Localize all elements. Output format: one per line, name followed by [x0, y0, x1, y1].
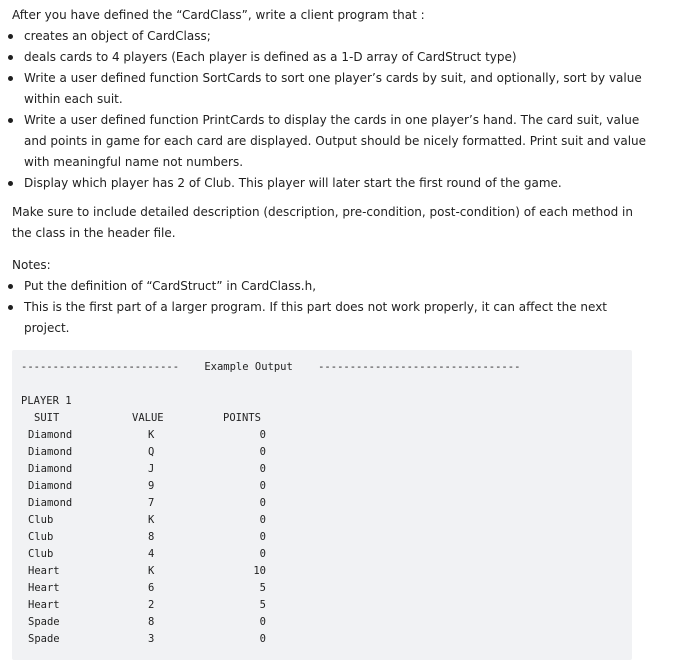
bullet-icon	[8, 284, 13, 289]
table-row	[12, 427, 632, 444]
suit-cell: Heart	[28, 565, 60, 577]
points-cell: 0	[259, 633, 266, 645]
table-row	[12, 495, 632, 512]
points-cell: 0	[259, 429, 266, 441]
value-cell: 4	[148, 548, 155, 560]
table-row	[12, 597, 632, 614]
points-cell: 0	[259, 463, 266, 475]
suit-cell: Diamond	[28, 429, 73, 441]
table-row	[12, 461, 632, 478]
list-item: This is the first part of a larger program. If this part does not work properly, it can affect the next project.	[12, 297, 652, 339]
notes-list	[12, 276, 652, 339]
value-cell: J	[148, 463, 155, 475]
value-cell: 8	[148, 616, 155, 628]
points-cell: 5	[259, 582, 266, 594]
points-cell: 0	[259, 480, 266, 492]
suit-cell: Heart	[28, 582, 60, 594]
value-cell: K	[148, 565, 155, 577]
table-row	[12, 614, 632, 631]
points-cell: 0	[259, 514, 266, 526]
value-column-header: VALUE	[132, 412, 164, 424]
suit-cell: Diamond	[28, 497, 73, 509]
list-item: deals cards to 4 players (Each player is defined as a 1-D array of CardStruct type)	[12, 47, 652, 68]
table-row	[12, 444, 632, 461]
assignment-document	[12, 4, 652, 339]
list-item: Put the definition of “CardStruct” in CardClass.h,	[12, 276, 652, 297]
bullet-icon	[8, 55, 13, 60]
value-cell: 6	[148, 582, 155, 594]
requirements-list	[12, 26, 652, 194]
value-cell: K	[148, 429, 155, 441]
value-cell: 9	[148, 480, 155, 492]
suit-cell: Spade	[28, 633, 60, 645]
points-cell: 0	[259, 446, 266, 458]
value-cell: 8	[148, 531, 155, 543]
suit-cell: Diamond	[28, 446, 73, 458]
suit-cell: Diamond	[28, 480, 73, 492]
example-output-header: ------------------------- Example Output --------------------------------	[21, 361, 521, 373]
table-row	[12, 580, 632, 597]
table-row	[12, 478, 632, 495]
column-headers	[12, 410, 632, 427]
intro-text: After you have defined the “CardClass”, write a client program that :	[12, 8, 425, 22]
bullet-icon	[8, 181, 13, 186]
suit-cell: Club	[28, 514, 54, 526]
header-file-paragraph: Make sure to include detailed description (description, pre-condition, post-condition) of each method in the class in the header file.	[12, 205, 633, 240]
value-cell: 3	[148, 633, 155, 645]
suit-cell: Club	[28, 548, 54, 560]
bullet-icon	[8, 305, 13, 310]
points-cell: 0	[259, 548, 266, 560]
example-output-block	[12, 350, 632, 660]
points-cell: 5	[259, 599, 266, 611]
notes-label: Notes:	[12, 258, 51, 272]
suit-column-header: SUIT	[34, 412, 60, 424]
value-cell: Q	[148, 446, 155, 458]
bullet-icon	[8, 34, 13, 39]
value-cell: 2	[148, 599, 155, 611]
points-column-header: POINTS	[223, 412, 261, 424]
suit-cell: Heart	[28, 599, 60, 611]
value-cell: 7	[148, 497, 155, 509]
table-row	[12, 546, 632, 563]
suit-cell: Spade	[28, 616, 60, 628]
table-row	[12, 512, 632, 529]
table-row	[12, 563, 632, 580]
list-item: Write a user defined function PrintCards to display the cards in one player’s hand. The card suit, value and points in game for each card are displayed. Output should be nicely formatted. Print suit and value with meaningful name not numbers.	[12, 110, 652, 173]
bullet-icon	[8, 118, 13, 123]
points-cell: 0	[259, 616, 266, 628]
points-cell: 0	[259, 497, 266, 509]
table-row	[12, 631, 632, 648]
value-cell: K	[148, 514, 155, 526]
player-title: PLAYER 1	[21, 395, 72, 407]
points-cell: 10	[253, 565, 266, 577]
table-row	[12, 529, 632, 546]
list-item: Write a user defined function SortCards to sort one player’s cards by suit, and optionally, sort by value within each suit.	[12, 68, 652, 110]
points-cell: 0	[259, 531, 266, 543]
bullet-icon	[8, 76, 13, 81]
list-item: creates an object of CardClass;	[12, 26, 652, 47]
suit-cell: Diamond	[28, 463, 73, 475]
list-item: Display which player has 2 of Club. This player will later start the first round of the game.	[12, 173, 652, 194]
suit-cell: Club	[28, 531, 54, 543]
